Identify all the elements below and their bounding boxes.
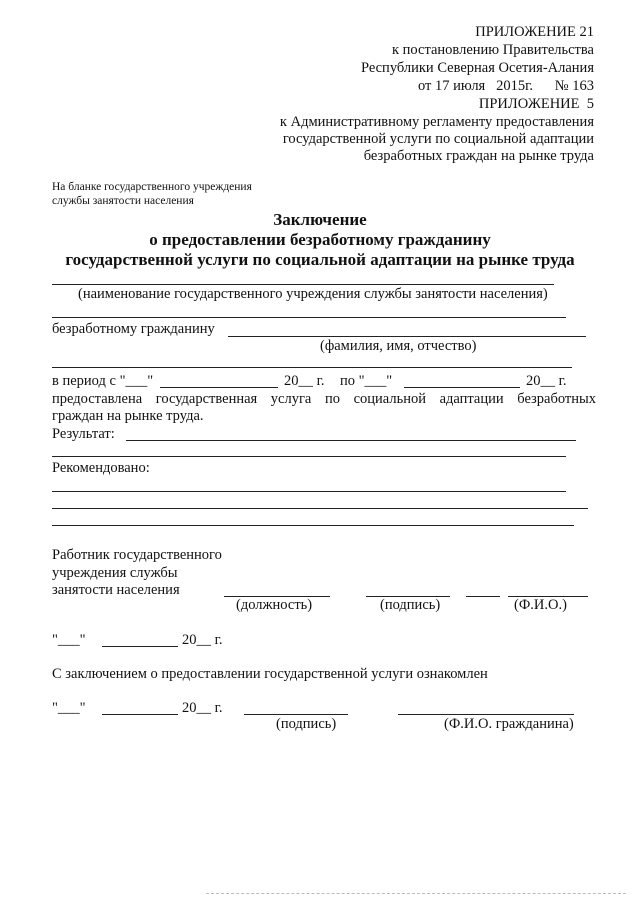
citizen-extra-line xyxy=(52,367,572,368)
result-label: Результат: xyxy=(52,426,115,442)
scan-edge-mark xyxy=(206,893,626,894)
service-provided-line-2: граждан на рынке труда. xyxy=(52,408,204,424)
regulation-line-2: государственной услуги по социальной адаптации xyxy=(282,131,594,147)
ack-signature-caption: (подпись) xyxy=(276,716,337,732)
ack-fio-caption: (Ф.И.О. гражданина) xyxy=(444,716,574,732)
republic-name: Республики Северная Осетия-Алания xyxy=(360,60,594,76)
worker-label-line-3: занятости населения xyxy=(52,582,180,598)
worker-label-line-1: Работник государственного xyxy=(52,547,222,563)
signature-month-line xyxy=(102,646,178,647)
resolution-date-number: от 17 июля 2015г. № 163 xyxy=(417,78,594,94)
org-name-line xyxy=(52,284,554,285)
org-extra-line xyxy=(52,317,566,318)
period-from-label: в период с "___" xyxy=(52,373,154,389)
ack-fio-line xyxy=(398,714,574,715)
worker-fio-caption: (Ф.И.О.) xyxy=(514,597,567,613)
ack-date-quote: "___" xyxy=(52,700,86,716)
ack-signature-line xyxy=(244,714,348,715)
citizen-name-line xyxy=(228,336,586,337)
position-caption: (должность) xyxy=(236,597,313,613)
period-to-month-line xyxy=(404,387,520,388)
appendix-5-heading: ПРИЛОЖЕНИЕ 5 xyxy=(478,96,594,112)
recommended-line-2 xyxy=(52,508,588,509)
period-to-year: 20__ г. xyxy=(526,373,567,389)
document-title: Заключение xyxy=(273,210,367,229)
regulation-line-1: к Административному регламенту предоставления xyxy=(279,114,594,130)
org-name-caption: (наименование государственного учреждения службы занятости населения) xyxy=(78,286,548,302)
result-line-2 xyxy=(52,456,566,457)
result-line-1 xyxy=(126,440,576,441)
ack-year: 20__ г. xyxy=(182,700,223,716)
worker-label-line-2: учреждения службы xyxy=(52,565,178,581)
recommended-line-3 xyxy=(52,525,574,526)
blank-note-line-2: службы занятости населения xyxy=(52,195,194,207)
citizen-label: безработному гражданину xyxy=(52,321,215,337)
title-line-3: государственной услуги по социальной адаптации на рынке труда xyxy=(65,250,575,269)
blank-note-line-1: На бланке государственного учреждения xyxy=(52,181,252,193)
resolution-reference: к постановлению Правительства xyxy=(392,42,594,58)
appendix-21-heading: ПРИЛОЖЕНИЕ 21 xyxy=(475,24,594,40)
worker-fio-line-a xyxy=(466,596,500,597)
period-to-label: по "___" xyxy=(340,373,393,389)
citizen-fio-caption: (фамилия, имя, отчество) xyxy=(320,338,477,354)
worker-signature-caption: (подпись) xyxy=(380,597,441,613)
recommended-label: Рекомендовано: xyxy=(52,460,150,476)
acknowledgement-text: С заключением о предоставлении государственной услуги ознакомлен xyxy=(52,666,488,682)
period-from-month-line xyxy=(160,387,278,388)
signature-date-quote: "___" xyxy=(52,632,86,648)
signature-year: 20__ г. xyxy=(182,632,223,648)
recommended-line-1 xyxy=(52,491,566,492)
regulation-line-3: безработных граждан на рынке труда xyxy=(363,148,594,164)
service-provided-line-1: предоставлена государственная услуга по социальной адаптации безработных xyxy=(52,391,596,407)
title-line-2: о предоставлении безработному гражданину xyxy=(149,230,491,249)
period-from-year: 20__ г. xyxy=(284,373,325,389)
ack-month-line xyxy=(102,714,178,715)
